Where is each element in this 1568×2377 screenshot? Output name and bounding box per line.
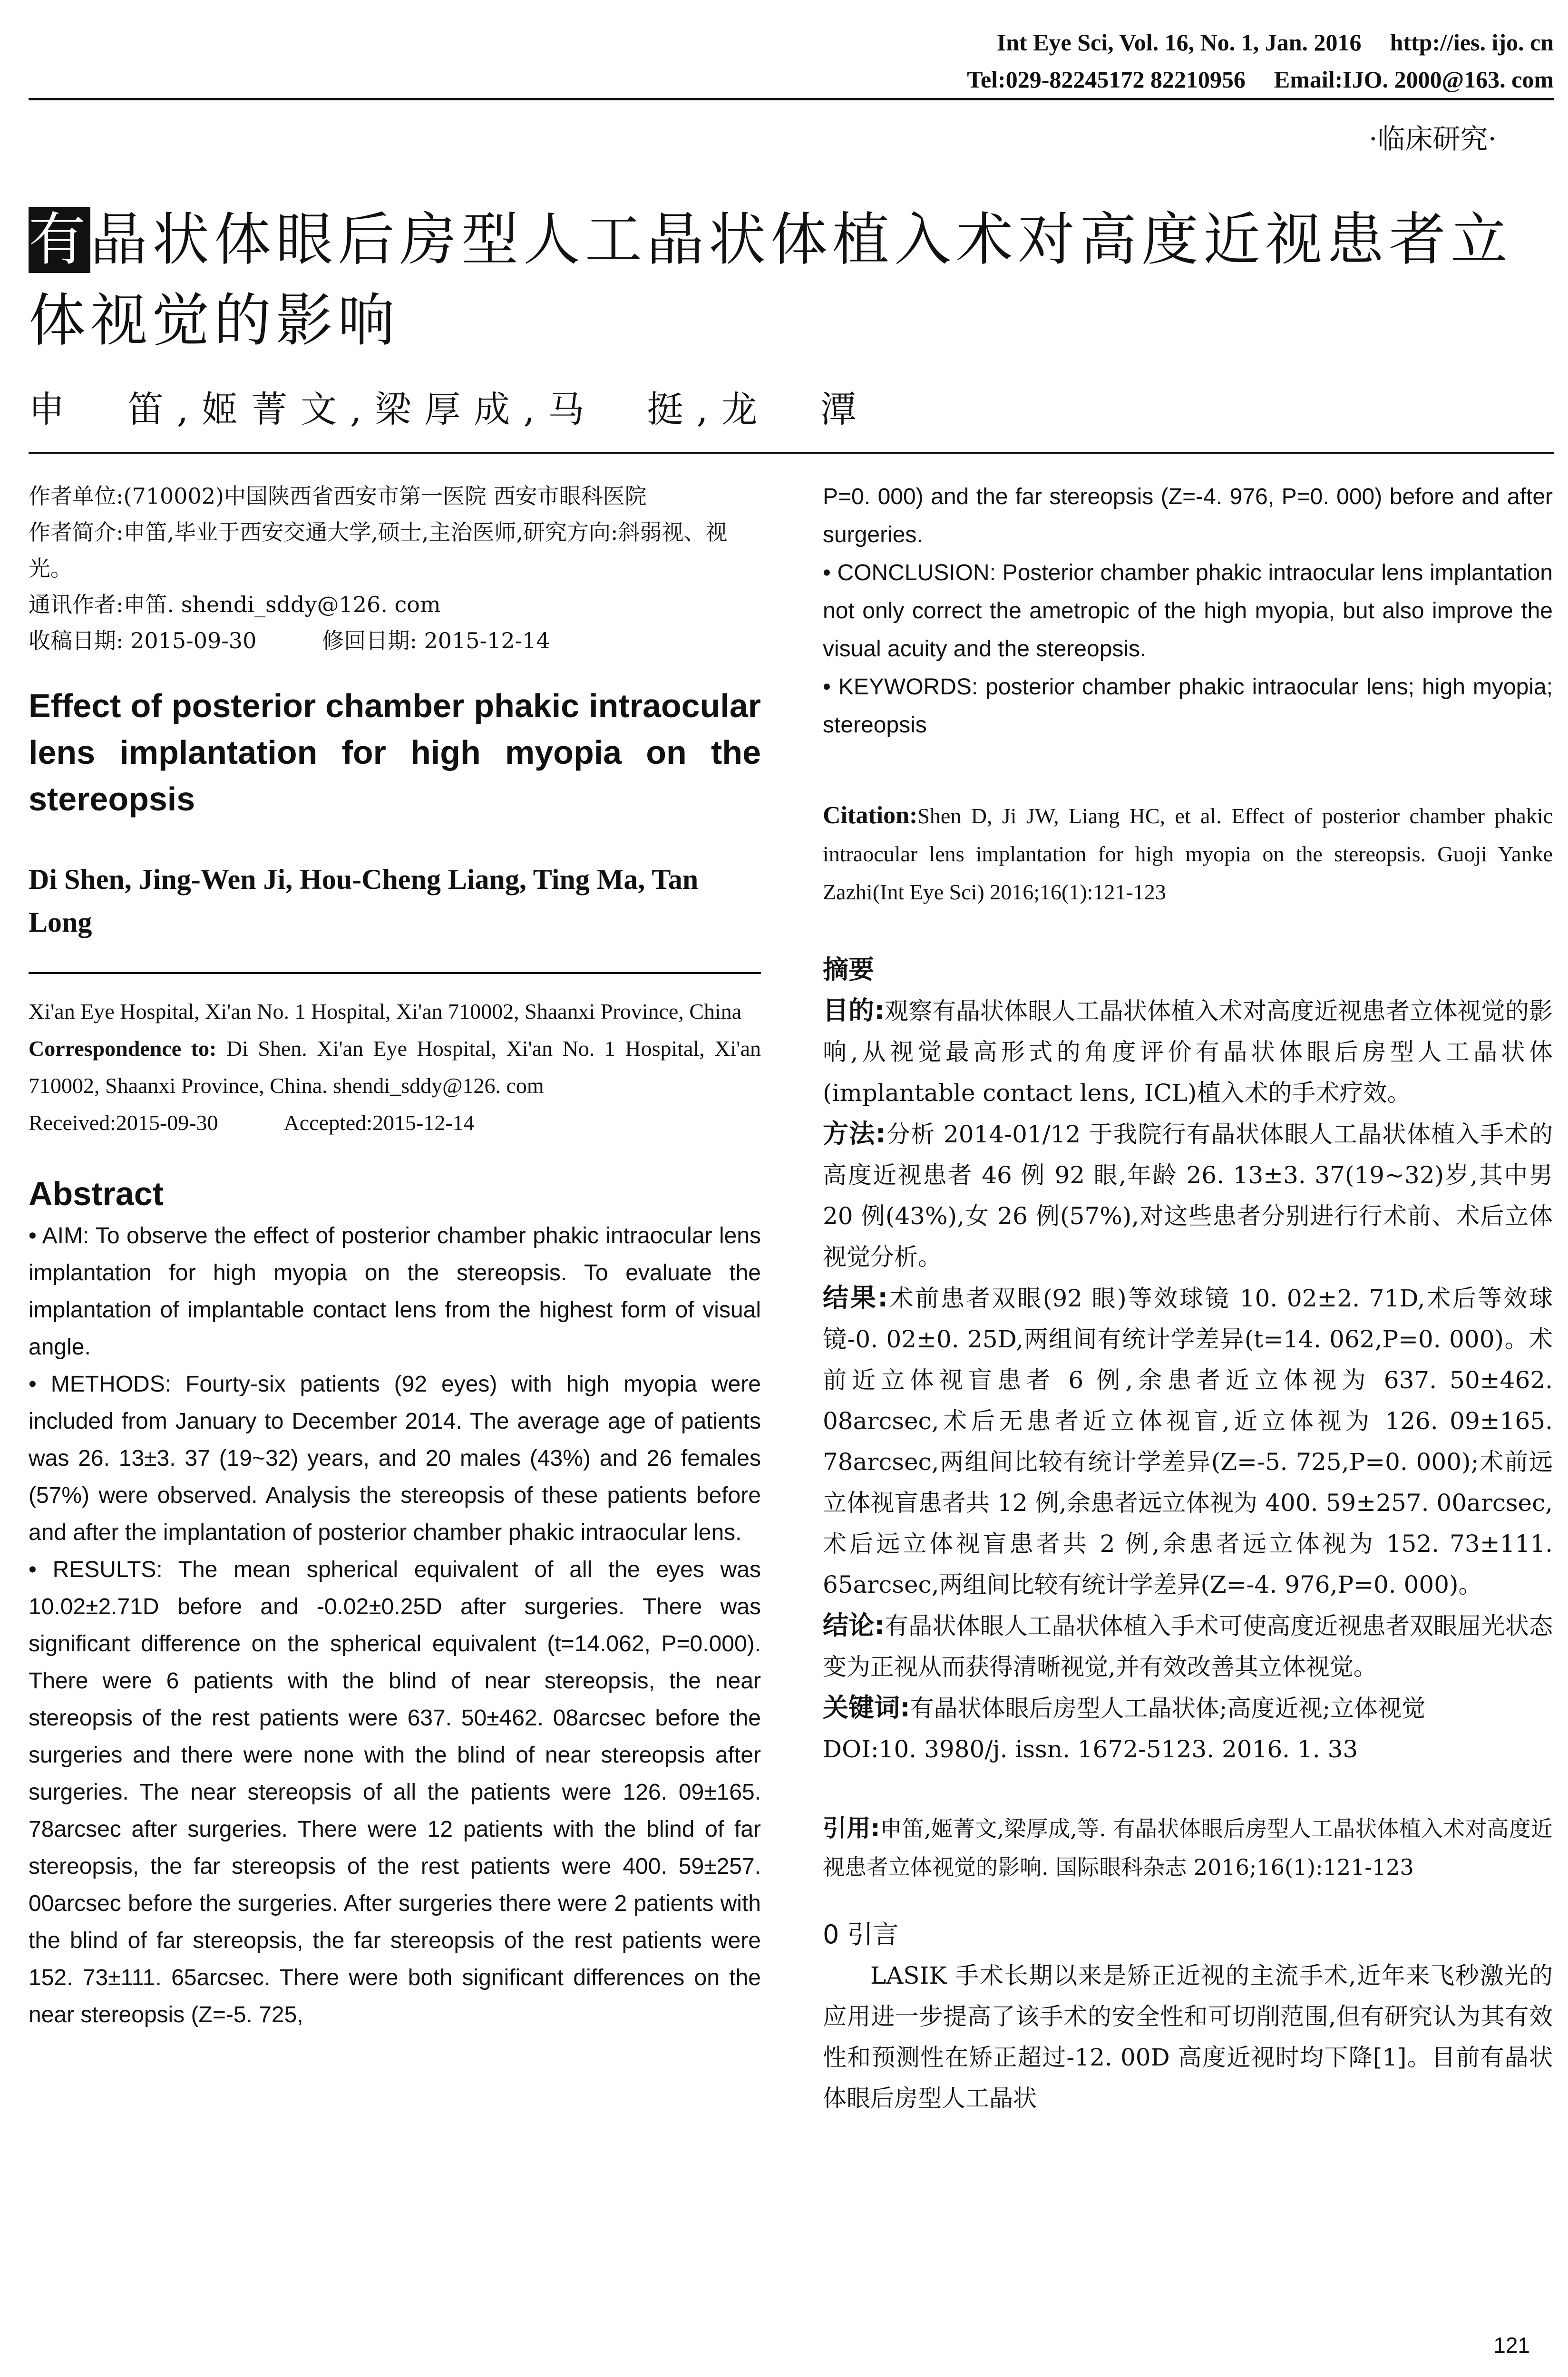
cn-methods-label: 方法: — [823, 1119, 886, 1149]
journal-line: Int Eye Sci, Vol. 16, No. 1, Jan. 2016 — [996, 29, 1362, 56]
abstract-aim: • AIM: To observe the effect of posterior chamber phakic intraocular lens implantation for high myopia on the stereopsis. To evaluate the implantation of implantable contact lens from the highest form of visual angle. — [29, 1223, 761, 1360]
correspondence-cn: 通讯作者:申笛. shendi_sddy@126. com — [29, 592, 441, 617]
cn-keywords-label: 关键词: — [823, 1693, 910, 1723]
citation-text: Shen D, Ji JW, Liang HC, et al. Effect of posterior chamber phakic intraocular lens implantation for high myopia on the stereopsis. Guoji Yanke Zazhi(Int Eye Sci) 2016;16(1):121-123 — [823, 804, 1553, 904]
section-tag: ·临床研究· — [1369, 123, 1497, 155]
cn-abstract-heading: 摘要 — [823, 955, 874, 984]
cn-aim-label: 目的: — [823, 995, 885, 1025]
intro-heading: 0 引言 — [823, 1919, 899, 1949]
title-rule — [29, 452, 1554, 454]
abstract-results-cont: P=0. 000) and the far stereopsis (Z=-4. 976, P=0. 000) before and after surgeries. — [823, 484, 1553, 547]
received-en: Received:2015-09-30 Accepted:2015-12-14 — [29, 1111, 475, 1135]
page-number: 121 — [1493, 2333, 1530, 2358]
affiliation-cn: 作者单位:(710002)中国陕西省西安市第一医院 西安市眼科医院 — [29, 483, 647, 509]
abstract-methods: • METHODS: Fourty-six patients (92 eyes) with high myopia were included from January to December 2014. The average age of patients was 26. 13±3. 37 (19~32) years, and 20 males (43%) and 26 females (57%) were observed. Analysis the stereopsis of these patients before and after the implantation of posterior chamber phakic intraocular lens. — [29, 1372, 761, 1545]
journal-email[interactable]: Email:IJO. 2000@163. com — [1274, 66, 1554, 93]
cn-methods — [823, 1113, 1553, 1277]
cn-cite-text: 申笛,姬菁文,梁厚成,等. 有晶状体眼后房型人工晶状体植入术对高度近视患者立体视觉的影响. 国际眼科杂志 2016;16(1):121-123 — [823, 1816, 1553, 1880]
journal-url[interactable]: http://ies. ijo. cn — [1390, 29, 1554, 56]
right-column — [823, 478, 1553, 2119]
journal-tel: Tel:029-82245172 82210956 — [967, 66, 1246, 93]
abstract-results: • RESULTS: The mean spherical equivalent of all the eyes was 10.02±2.71D before and -0.02±0.25D after surgeries. There was significant difference on the spherical equivalent (t=14.062, P=0.000). There were 6 patients with the blind of near stereopsis, the near stereopsis of the rest patients were 637. 50±462. 08arcsec before the surgeries and there were none with the blind of near stereopsis after surgeries. The near stereopsis of all the patients were 126. 09±165. 78arcsec after surgeries. There were 12 patients with the blind of far stereopsis, the far stereopsis of the rest patients were 400. 59±257. 00arcsec before the surgeries. After surgeries there were 2 patients with the blind of far stereopsis, the far stereopsis of the rest patients were 152. 73±111. 65arcsec. There were both significant differences on the near stereopsis (Z=-5. 725, — [29, 1557, 761, 2027]
article-title-en: Effect of posterior chamber phakic intraocular lens implantation for high myopia on the stereopsis — [29, 687, 761, 818]
abstract-heading: Abstract — [29, 1175, 164, 1212]
intro-text: LASIK 手术长期以来是矫正近视的主流手术,近年来飞秒激光的应用进一步提高了该手术的安全性和可切削范围,但有研究认为其有效性和预测性在矫正超过-12. 00D 高度近视时均下降[1]。目前有晶状体眼后房型人工晶状 — [823, 1962, 1553, 2112]
cn-conclusion-text: 有晶状体眼人工晶状体植入手术可使高度近视患者双眼屈光状态变为正视从而获得清晰视觉,并有效改善其立体视觉。 — [823, 1612, 1553, 1681]
abstract-conclusion: • CONCLUSION: Posterior chamber phakic intraocular lens implantation not only correct the ametropic of the high myopia, but also improve the visual acuity and the stereopsis. — [823, 560, 1553, 662]
doi[interactable]: DOI:10. 3980/j. issn. 1672-5123. 2016. 1. 33 — [823, 1735, 1358, 1763]
cn-results — [823, 1277, 1553, 1605]
cn-aim-text: 观察有晶状体眼人工晶状体植入术对高度近视患者立体视觉的影响,从视觉最高形式的角度评价有晶状体眼后房型人工晶状体(implantable contact lens, ICL)植入术的手术疗效。 — [823, 997, 1553, 1107]
cn-aim — [823, 990, 1553, 1113]
affiliation-en: Xi'an Eye Hospital, Xi'an No. 1 Hospital, Xi'an 710002, Shaanxi Province, China — [29, 999, 742, 1023]
authors-cn: 申 笛,姬菁文,梁厚成,马 挺,龙 潭 — [29, 388, 870, 430]
cn-conclusion — [823, 1605, 1553, 1687]
cn-citation — [823, 1808, 1553, 1886]
cn-cite-label: 引用: — [823, 1814, 880, 1842]
article-title-cn — [29, 200, 1550, 361]
citation-label: Citation: — [823, 802, 918, 829]
header-rule — [29, 98, 1554, 100]
authors-rule — [29, 972, 761, 974]
bio-cn: 作者简介:申笛,毕业于西安交通大学,硕士,主治医师,研究方向:斜弱视、视光。 — [29, 519, 728, 581]
correspondence-en — [29, 1030, 761, 1104]
cn-results-text: 术前患者双眼(92 眼)等效球镜 10. 02±2. 71D,术后等效球镜-0. 02±0. 25D,两组间有统计学差异(t=14. 062,P=0. 000)。术前近立体视盲患者 6 例,余患者近立体视为 637. 50±462. 08arcsec,术后无患者近立体视盲,近立体视为 126. 09±165. 78arcsec,两组间比较有统计学差异(Z=-5. 725,P=0. 000);术前远立体视盲患者共 12 例,余患者远立体视为 400. 59±257. 00arcsec,术后远立体视盲患者共 2 例,余患者远立体视为 152. 73±111. 65arcsec,两组间比较有统计学差异(Z=-4. 976,P=0. 000)。 — [823, 1285, 1553, 1598]
correspondence-label: Correspondence to: — [29, 1036, 217, 1061]
citation-en — [823, 797, 1553, 911]
cn-keywords — [823, 1687, 1553, 1729]
cn-results-label: 结果: — [823, 1283, 888, 1313]
dates-cn: 收稿日期: 2015-09-30 修回日期: 2015-12-14 — [29, 628, 550, 653]
cn-conclusion-label: 结论: — [823, 1610, 885, 1640]
abstract-keywords: • KEYWORDS: posterior chamber phakic intraocular lens; high myopia; stereopsis — [823, 674, 1553, 738]
cn-keywords-text: 有晶状体眼后房型人工晶状体;高度近视;立体视觉 — [910, 1695, 1426, 1722]
title-rest: 晶状体眼后房型人工晶状体植入术对高度近视患者立体视觉的影响 — [29, 207, 1512, 354]
cn-methods-text: 分析 2014-01/12 于我院行有晶状体眼人工晶状体植入手术的高度近视患者 46 例 92 眼,年龄 26. 13±3. 37(19~32)岁,其中男 20 例(43%),女 26 例(57%),对这些患者分别进行行术前、术后立体视觉分析。 — [823, 1120, 1553, 1271]
left-column — [29, 478, 761, 2034]
title-first-char: 有 — [29, 207, 90, 273]
correspondence-text: Di Shen. Xi'an Eye Hospital, Xi'an No. 1 Hospital, Xi'an 710002, Shaanxi Province, China. shendi_sddy@126. com — [29, 1036, 761, 1098]
authors-en: Di Shen, Jing-Wen Ji, Hou-Cheng Liang, Ting Ma, Tan Long — [29, 864, 699, 938]
journal-header — [745, 24, 1554, 98]
